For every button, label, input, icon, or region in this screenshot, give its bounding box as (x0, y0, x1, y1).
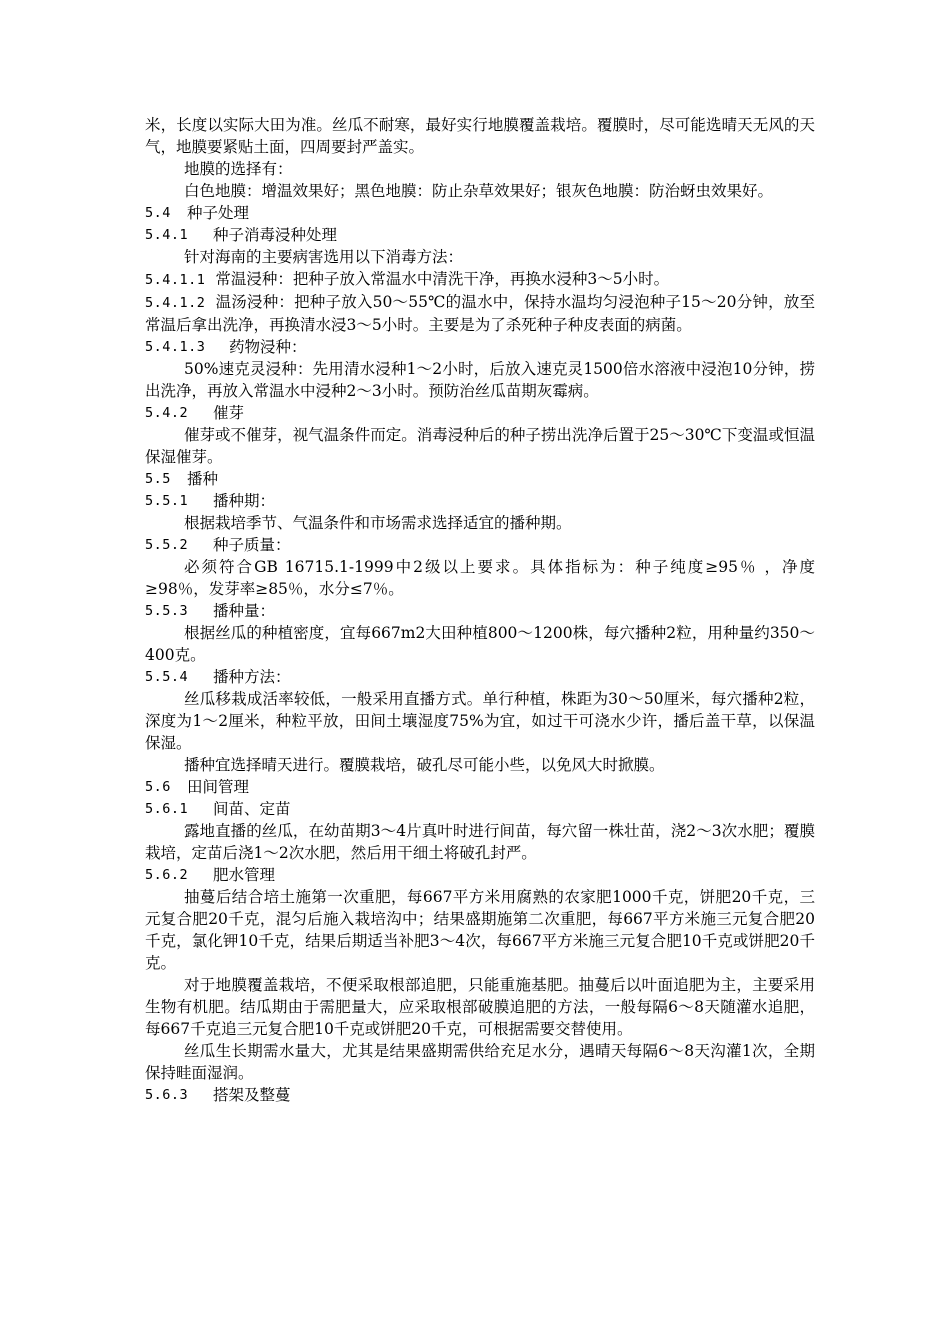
paragraph: 播种宜选择晴天进行。覆膜栽培，破孔尽可能小些，以免风大时掀膜。 (184, 756, 665, 774)
paragraph: 催芽或不催芽，视气温条件而定。消毒浸种后的种子捞出洗净后置于25～30℃下变温或恒温保湿催芽。 (145, 426, 815, 466)
section-heading (145, 402, 815, 424)
section-number: 5.4.1.2 (145, 295, 206, 311)
section-title: 种子处理 (187, 204, 250, 222)
paragraph-text: 温汤浸种：把种子放入50～55℃的温水中，保持水温均匀浸泡种子15～20分钟，放至常温后拿出洗净，再换清水浸3～5小时。主要是为了杀死种子种皮表面的病菌。 (145, 293, 815, 334)
section-number: 5.6 (145, 779, 171, 795)
section-number: 5.4.1.1 (145, 272, 206, 288)
section-number: 5.5.4 (145, 669, 189, 685)
section-title: 肥水管理 (213, 866, 276, 884)
section-title: 药物浸种： (229, 338, 307, 356)
section-title: 种子质量： (213, 536, 291, 554)
section-title: 催芽 (213, 404, 245, 422)
section-heading (145, 666, 815, 688)
paragraph: 白色地膜：增温效果好；黑色地膜：防止杂草效果好；银灰色地膜：防治蚜虫效果好。 (184, 182, 774, 200)
section-heading (145, 202, 815, 224)
paragraph: 对于地膜覆盖栽培，不便采取根部追肥，只能重施基肥。抽蔓后以叶面追肥为主，主要采用生物有机肥。结瓜期由于需肥量大，应采取根部破膜追肥的方法，一般每隔6～8天随灌水追肥，每667千克追三元复合肥10千克或饼肥20千克，可根据需要交替使用。 (145, 976, 815, 1038)
paragraph: 丝瓜移栽成活率较低，一般采用直播方式。单行种植，株距为30～50厘米，每穴播种2粒，深度为1～2厘米，种粒平放，田间土壤湿度75%为宜，如过干可浇水少许，播后盖干草，以保温保湿。 (145, 690, 815, 752)
paragraph: 米，长度以实际大田为准。丝瓜不耐寒，最好实行地膜覆盖栽培。覆膜时，尽可能选晴天无风的天气，地膜要紧贴土面，四周要封严盖实。 (145, 116, 815, 156)
paragraph: 根据栽培季节、气温条件和市场需求选择适宜的播种期。 (184, 514, 572, 532)
section-title: 播种方法： (213, 668, 291, 686)
section-number: 5.5.1 (145, 493, 189, 509)
numbered-paragraph (145, 291, 815, 336)
section-number: 5.4 (145, 205, 171, 221)
paragraph: 50%速克灵浸种：先用清水浸种1～2小时，后放入速克灵1500倍水溶液中浸泡10分钟，捞出洗净，再放入常温水中浸种2～3小时。预防治丝瓜苗期灰霉病。 (145, 360, 815, 400)
paragraph-text: 常温浸种：把种子放入常温水中清洗干净，再换水浸种3～5小时。 (215, 270, 670, 288)
section-number: 5.5 (145, 471, 171, 487)
section-heading (145, 336, 815, 358)
document-page (145, 114, 815, 1106)
section-number: 5.6.1 (145, 801, 189, 817)
numbered-paragraph (145, 268, 815, 291)
section-heading (145, 776, 815, 798)
section-number: 5.4.1 (145, 227, 189, 243)
paragraph: 针对海南的主要病害选用以下消毒方法： (184, 248, 464, 266)
section-number: 5.4.1.3 (145, 339, 206, 355)
section-heading (145, 224, 815, 246)
section-heading (145, 600, 815, 622)
paragraph: 根据丝瓜的种植密度，宜每667m2大田种植800～1200株，每穴播种2粒，用种量约350～400克。 (145, 624, 815, 664)
paragraph: 露地直播的丝瓜，在幼苗期3～4片真叶时进行间苗，每穴留一株壮苗，浇2～3次水肥；覆膜栽培，定苗后浇1～2次水肥，然后用干细土将破孔封严。 (145, 822, 815, 862)
section-number: 5.6.2 (145, 867, 189, 883)
section-heading (145, 798, 815, 820)
paragraph: 必须符合GB 16715.1-1999中2级以上要求。具体指标为：种子纯度≥95％ ，净度≥98％，发芽率≥85％，水分≤7％。 (145, 558, 815, 598)
section-number: 5.6.3 (145, 1087, 189, 1103)
section-number: 5.5.2 (145, 537, 189, 553)
paragraph: 丝瓜生长期需水量大，尤其是结果盛期需供给充足水分，遇晴天每隔6～8天沟灌1次，全期保持畦面湿润。 (145, 1042, 815, 1082)
section-title: 播种 (187, 470, 219, 488)
section-number: 5.5.3 (145, 603, 189, 619)
section-title: 田间管理 (187, 778, 250, 796)
section-title: 间苗、定苗 (213, 800, 291, 818)
section-heading (145, 864, 815, 886)
paragraph: 地膜的选择有： (184, 160, 293, 178)
section-title: 种子消毒浸种处理 (213, 226, 338, 244)
section-heading (145, 1084, 815, 1106)
section-heading (145, 468, 815, 490)
section-heading (145, 490, 815, 512)
section-heading (145, 534, 815, 556)
section-title: 播种量： (213, 602, 276, 620)
section-title: 搭架及整蔓 (213, 1086, 291, 1104)
section-title: 播种期： (213, 492, 276, 510)
paragraph: 抽蔓后结合培土施第一次重肥，每667平方米用腐熟的农家肥1000千克，饼肥20千克，三元复合肥20千克，混匀后施入栽培沟中；结果盛期施第二次重肥，每667平方米施三元复合肥20千克，氯化钾10千克，结果后期适当补肥3～4次，每667平方米施三元复合肥10千克或饼肥20千克。 (145, 888, 815, 972)
section-number: 5.4.2 (145, 405, 189, 421)
